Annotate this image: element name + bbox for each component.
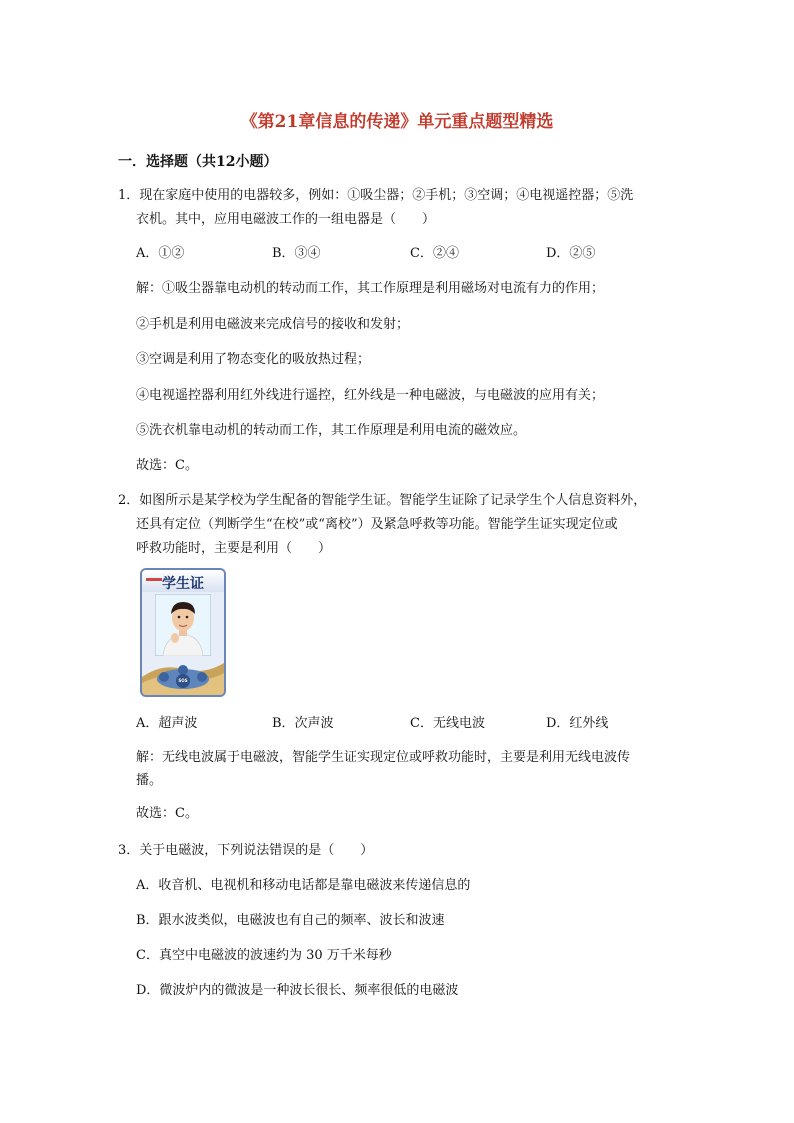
q2-answer: 故选：C。 (136, 806, 198, 821)
student-photo (155, 594, 211, 656)
q1-option-a[interactable]: A．①② (136, 246, 185, 261)
q3-option-b[interactable]: B．跟水波类似，电磁波也有自己的频率、波长和波速 (136, 913, 445, 928)
q1-option-b[interactable]: B．③④ (272, 246, 321, 261)
q2-option-a[interactable]: A．超声波 (136, 716, 198, 731)
q1-answer: 故选：C。 (136, 458, 198, 473)
q1-solution-line3: ③空调是利用了物态变化的吸放热过程； (136, 352, 371, 367)
q1-option-c[interactable]: C．②④ (410, 246, 459, 261)
card-decoration (142, 655, 224, 695)
card-ribbon (146, 578, 162, 581)
section-heading: 一．选择题（共12小题） (118, 154, 278, 170)
q2-stem-line1: 2．如图所示是某学校为学生配备的智能学生证。智能学生证除了记录学生个人信息资料外， (118, 493, 647, 508)
q1-stem-line1: 1．现在家庭中使用的电器较多，例如：①吸尘器；②手机；③空调；④电视遥控器；⑤洗 (118, 188, 634, 203)
q3-option-d[interactable]: D．微波炉内的微波是一种波长很长、频率很低的电磁波 (136, 983, 459, 998)
q2-solution-line1: 解：无线电波属于电磁波，智能学生证实现定位或呼救功能时，主要是利用无线电波传 (136, 750, 631, 765)
q2-stem-line2: 还具有定位（判断学生“在校”或“离校”）及紧急呼救等功能。智能学生证实现定位或 (136, 517, 618, 532)
q3-option-c[interactable]: C．真空中电磁波的波速约为 30 万千米每秒 (136, 948, 392, 963)
q3-stem: 3．关于电磁波，下列说法错误的是（ ） (118, 843, 374, 858)
q3-option-a[interactable]: A．收音机、电视机和移动电话都是靠电磁波来传递信息的 (136, 878, 471, 893)
q1-solution-line1: 解：①吸尘器靠电动机的转动而工作，其工作原理是利用磁场对电流有力的作用； (136, 281, 605, 296)
q2-solution-line2: 播。 (136, 773, 163, 788)
q2-option-d[interactable]: D．红外线 (546, 716, 609, 731)
sos-button: SOS (178, 678, 188, 683)
q1-solution-line4: ④电视遥控器利用红外线进行遥控，红外线是一种电磁波，与电磁波的应用有关； (136, 388, 605, 403)
q2-stem-line3: 呼救功能时，主要是利用（ ） (136, 541, 332, 556)
q1-option-d[interactable]: D．②⑤ (546, 246, 596, 261)
document-title: 《第21章信息的传递》单元重点题型精选 (240, 112, 554, 132)
q1-stem-line2: 衣机。其中，应用电磁波工作的一组电器是（ ） (136, 212, 436, 227)
q2-option-c[interactable]: C．无线电波 (410, 716, 485, 731)
card-label: 学生证 (162, 576, 204, 592)
q2-option-b[interactable]: B．次声波 (272, 716, 334, 731)
student-id-card-image (140, 568, 226, 697)
q1-solution-line5: ⑤洗衣机靠电动机的转动而工作，其工作原理是利用电流的磁效应。 (136, 423, 527, 438)
q1-solution-line2: ②手机是利用电磁波来完成信号的接收和发射； (136, 317, 410, 332)
